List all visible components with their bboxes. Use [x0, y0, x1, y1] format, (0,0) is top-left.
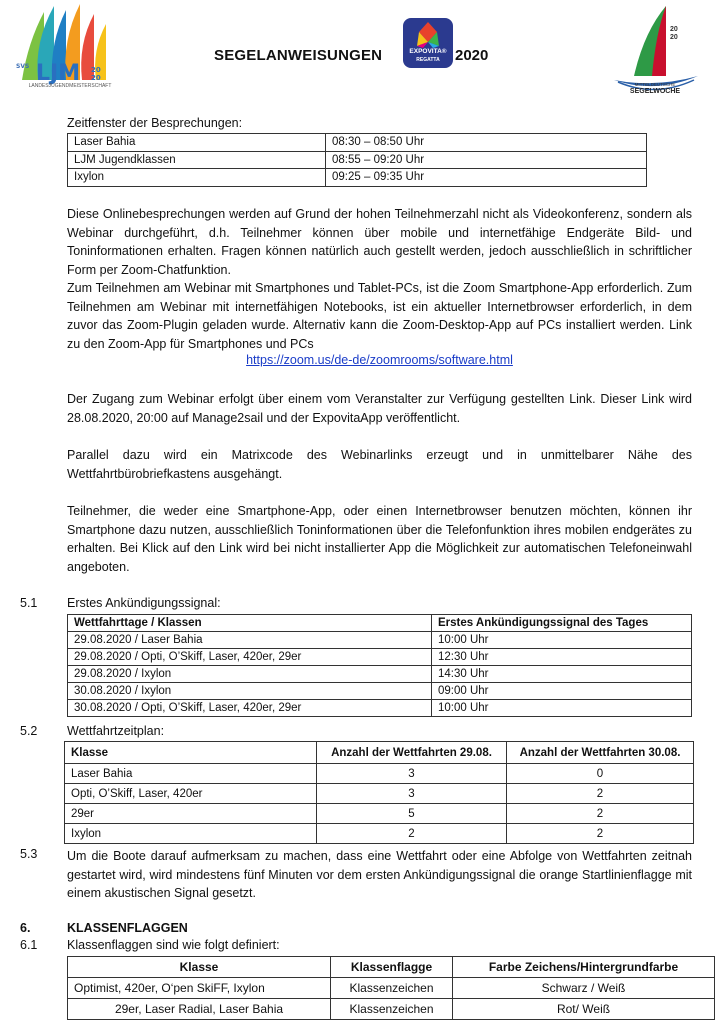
segelwoche-year-bottom: 20	[670, 34, 678, 41]
signal-time: 10:00 Uhr	[432, 632, 692, 649]
page-header	[0, 0, 720, 105]
segelwoche-line2: SEGELWOCHE	[629, 88, 681, 95]
section-number-5-2: 5.2	[20, 724, 38, 738]
signal-time: 12:30 Uhr	[432, 649, 692, 666]
section-number-6: 6.	[20, 921, 31, 935]
schedule-class: Opti, O’Skiff, Laser, 420er	[65, 784, 317, 804]
page-title: SEGELANWEISUNGEN	[214, 47, 383, 64]
flag-type: Klassenzeichen	[331, 999, 453, 1020]
matrixcode-paragraph: Parallel dazu wird ein Matrixcode des Webinarlinks erzeugt und in unmittelbarer Nähe des Wettfahrtbürobriefkastens ausgehängt.	[67, 448, 692, 481]
col-header-days: Wettfahrttage / Klassen	[68, 615, 432, 632]
meetings-table	[67, 133, 647, 187]
signal-day: 29.08.2020 / Laser Bahia	[68, 632, 432, 649]
schedule-class: 29er	[65, 804, 317, 824]
class-flags-heading: KLASSENFLAGGEN	[67, 921, 188, 935]
table-row	[68, 666, 692, 683]
table-row	[68, 632, 692, 649]
section-number-5-1: 5.1	[20, 596, 38, 610]
table-row	[65, 804, 694, 824]
table-row	[65, 784, 694, 804]
section-number-6-1: 6.1	[20, 938, 38, 952]
table-row	[68, 151, 647, 169]
col-header-color: Farbe Zeichens/Hintergrundfarbe	[453, 957, 715, 978]
schedule-day1: 3	[317, 784, 507, 804]
ljm-year-bottom: 20	[91, 74, 101, 82]
schedule-day2: 2	[507, 824, 694, 844]
signal-time: 10:00 Uhr	[432, 700, 692, 717]
table-row	[65, 764, 694, 784]
table-row	[68, 700, 692, 717]
flag-color: Schwarz / Weiß	[453, 978, 715, 999]
segelwoche-sail-graphic	[604, 2, 706, 102]
col-header-flag: Klassenflagge	[331, 957, 453, 978]
table-header-row	[65, 742, 694, 764]
schedule-table	[64, 741, 694, 844]
table-row	[68, 134, 647, 152]
class-flags-intro: Klassenflaggen sind wie folgt definiert:	[67, 938, 280, 952]
first-signal-table	[67, 614, 692, 717]
schedule-day1: 2	[317, 824, 507, 844]
table-row	[68, 649, 692, 666]
signal-time: 09:00 Uhr	[432, 683, 692, 700]
table-row	[68, 683, 692, 700]
flag-class: Optimist, 420er, O‘pen SkiFF, Ixylon	[68, 978, 331, 999]
col-header-class: Klasse	[65, 742, 317, 764]
start-flag-paragraph: Um die Boote darauf aufmerksam zu machen, dass eine Wettfahrt oder eine Abfolge von Wettfahrten zeitnah gestartet wird, wird mindestens fünf Minuten vor dem ersten Ankündigungssignal die orange Startlinienflagge mit einem akustischen Signal gesetzt.	[67, 849, 692, 900]
expovita-text: EXPOVITA®	[409, 48, 447, 55]
meetings-heading: Zeitfenster der Besprechungen:	[67, 116, 243, 130]
expovita-logo	[403, 18, 453, 68]
ljm-year-top: 20	[91, 66, 101, 74]
meeting-class: Laser Bahia	[68, 134, 326, 152]
page-title-year: 2020	[455, 47, 489, 64]
col-header-day2: Anzahl der Wettfahrten 30.08.	[507, 742, 694, 764]
ljm-logo	[14, 2, 126, 102]
access-paragraph: Der Zugang zum Webinar erfolgt über einem vom Veranstalter zur Verfügung gestellten Link. Dieser Link wird 28.08.2020, 20:00 auf Manage2sail und der ExpovitaApp veröffentlicht.	[67, 392, 692, 425]
flag-type: Klassenzeichen	[331, 978, 453, 999]
segelwoche-line1: MITTELDEUTSCHE	[634, 82, 676, 87]
segelwoche-year-top: 20	[670, 26, 678, 33]
table-row	[68, 169, 647, 187]
signal-day: 30.08.2020 / Ixylon	[68, 683, 432, 700]
ljm-mark-text: LJM	[36, 61, 81, 86]
table-row	[65, 824, 694, 844]
meeting-time: 08:30 – 08:50 Uhr	[326, 134, 647, 152]
schedule-heading: Wettfahrtzeitplan:	[67, 724, 165, 738]
schedule-day1: 5	[317, 804, 507, 824]
meeting-time: 09:25 – 09:35 Uhr	[326, 169, 647, 187]
meeting-class: LJM Jugendklassen	[68, 151, 326, 169]
table-header-row	[68, 615, 692, 632]
segelwoche-year	[670, 26, 678, 42]
section-number-5-3: 5.3	[20, 847, 38, 861]
schedule-day2: 2	[507, 784, 694, 804]
signal-day: 30.08.2020 / Opti, O’Skiff, Laser, 420er, 29er	[68, 700, 432, 717]
expovita-regatta-text: REGATTA	[416, 57, 440, 63]
zoom-requirements-text: Zum Teilnehmen am Webinar mit Smartphones und Tablet-PCs, ist die Zoom Smartphone-App erforderlich. Zum Teilnehmen am Webinar mit internetfähigen Notebooks, ist ein aktueller Internetbrowser erforderlich, in dem zuvor das Zoom-Plugin geladen wurde. Alternativ kann die Zoom-Desktop-App auf PCs installiert werden. Link zu den Zoom-App für Smartphones und PCs	[67, 281, 692, 351]
col-header-class: Klasse	[68, 957, 331, 978]
meeting-time: 08:55 – 09:20 Uhr	[326, 151, 647, 169]
ljm-svs-text: SVS	[16, 63, 30, 70]
webinar-paragraph	[67, 205, 692, 353]
table-row	[68, 978, 715, 999]
ljm-caption: LANDESJUGENDMEISTERSCHAFT	[28, 83, 112, 89]
phone-paragraph: Teilnehmer, die weder eine Smartphone-App, oder einen Internetbrowser benutzen möchten, können ihr Smartphone dazu nutzen, ausschließlich Toninformationen über die Telefonfunktion ihres mobilen endgerätes zu erhalten. Bei Klick auf den Link wird bei nicht installierter App die Möglichkeit zur automatischen Telefoneinwahl angeboten.	[67, 504, 692, 574]
first-signal-heading: Erstes Ankündigungssignal:	[67, 596, 221, 610]
col-header-day1: Anzahl der Wettfahrten 29.08.	[317, 742, 507, 764]
table-header-row	[68, 957, 715, 978]
flag-color: Rot/ Weiß	[453, 999, 715, 1020]
col-header-signal: Erstes Ankündigungssignal des Tages	[432, 615, 692, 632]
zoom-software-link[interactable]: https://zoom.us/de-de/zoomrooms/software.html	[246, 353, 513, 367]
schedule-class: Laser Bahia	[65, 764, 317, 784]
schedule-day2: 0	[507, 764, 694, 784]
flag-class: 29er, Laser Radial, Laser Bahia	[68, 999, 331, 1020]
schedule-day1: 3	[317, 764, 507, 784]
meeting-class: Ixylon	[68, 169, 326, 187]
schedule-day2: 2	[507, 804, 694, 824]
signal-day: 29.08.2020 / Ixylon	[68, 666, 432, 683]
table-row	[68, 999, 715, 1020]
webinar-intro-text: Diese Onlinebesprechungen werden auf Grund der hohen Teilnehmerzahl nicht als Videokonferenz, sondern als Webinar durchgeführt, d.h. Teilnehmer können über mobile und internetfähige Endgeräte Bild- und Toninformationen erhalten. Fragen können natürlich auch gestellt werden, jedoch ausschließlich in schriftlicher Form per Zoom-Chatfunktion.	[67, 207, 692, 277]
signal-day: 29.08.2020 / Opti, O’Skiff, Laser, 420er, 29er	[68, 649, 432, 666]
signal-time: 14:30 Uhr	[432, 666, 692, 683]
schedule-class: Ixylon	[65, 824, 317, 844]
class-flags-table	[67, 956, 715, 1020]
segelwoche-logo	[604, 2, 706, 102]
